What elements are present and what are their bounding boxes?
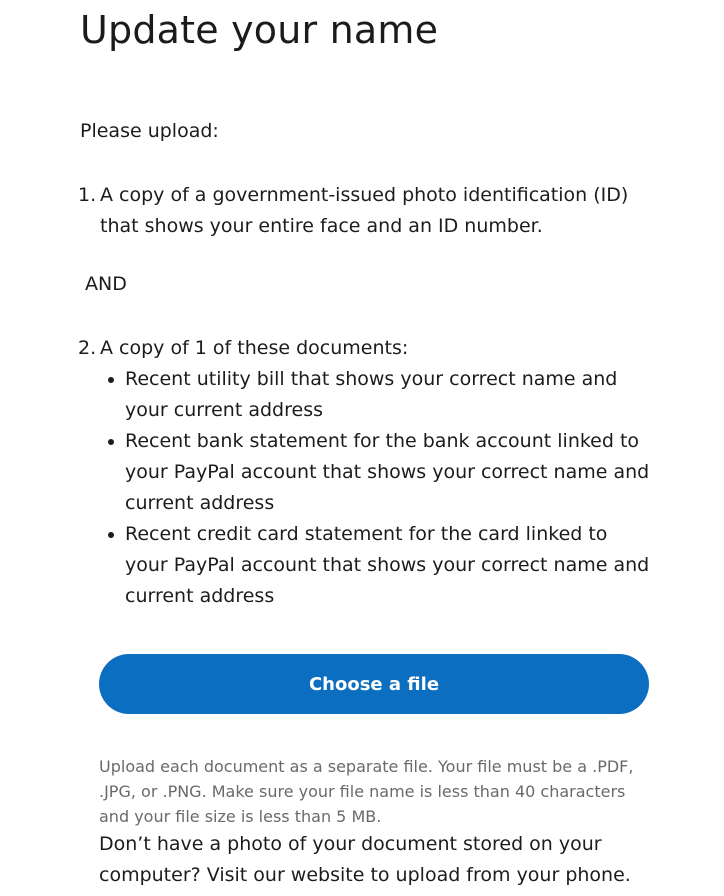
upload-requirements-note: [99, 754, 633, 829]
list-item: [106, 364, 649, 426]
requirement-number-1: 1.: [78, 184, 97, 206]
requirement-line: A copy of a government-issued photo identification (ID): [100, 184, 629, 206]
list-item: [106, 426, 649, 519]
bullet-dot-icon: [108, 377, 114, 383]
list-item-line: Recent credit card statement for the card linked to: [125, 523, 608, 545]
requirement-text-2: A copy of 1 of these documents:: [100, 337, 409, 359]
upload-intro: Please upload:: [80, 120, 219, 142]
and-separator: AND: [85, 273, 127, 295]
bullet-dot-icon: [108, 532, 114, 538]
requirement-text-1: [100, 180, 628, 242]
bullet-dot-icon: [108, 439, 114, 445]
requirement-line: that shows your entire face and an ID number.: [100, 215, 543, 237]
list-item-line: Recent utility bill that shows your correct name and: [125, 368, 618, 390]
note-line: and your file size is less than 5 MB.: [99, 807, 382, 826]
list-item-line: current address: [125, 585, 275, 607]
list-item-line: current address: [125, 492, 275, 514]
note-line: .JPG, or .PNG. Make sure your file name is less than 40 characters: [99, 782, 626, 801]
list-item: [106, 519, 649, 612]
document-options-list: [106, 364, 649, 612]
help-line: computer? Visit our website to upload from your phone.: [99, 864, 631, 886]
choose-file-button[interactable]: Choose a file: [99, 654, 649, 714]
list-item-line: your PayPal account that shows your correct name and: [125, 554, 650, 576]
page-title: Update your name: [80, 8, 439, 52]
list-item-line: your PayPal account that shows your correct name and: [125, 461, 650, 483]
list-item-line: Recent bank statement for the bank account linked to: [125, 430, 640, 452]
help-line: Don’t have a photo of your document stored on your: [99, 833, 602, 855]
list-item-line: your current address: [125, 399, 323, 421]
note-line: Upload each document as a separate file. Your file must be a .PDF,: [99, 757, 634, 776]
requirement-number-2: 2.: [78, 337, 97, 359]
phone-upload-help: [99, 829, 631, 891]
